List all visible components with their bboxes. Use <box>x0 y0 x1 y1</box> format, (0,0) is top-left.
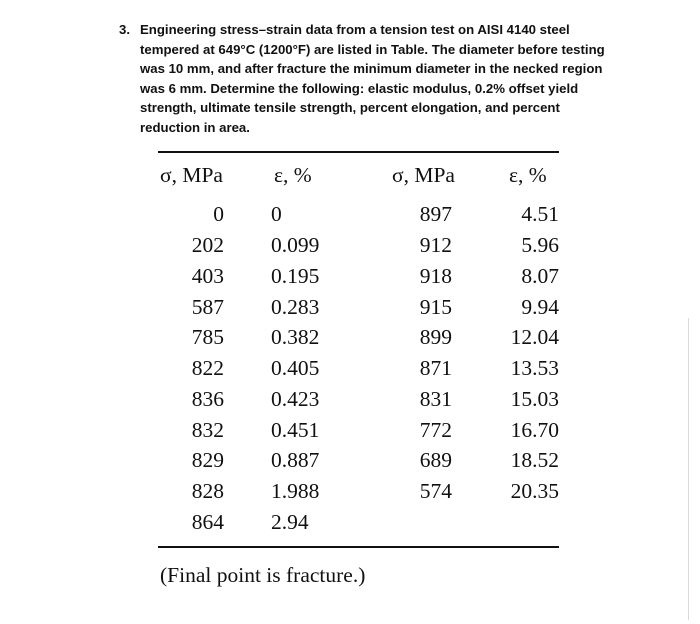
table-cell: 0.382 <box>271 325 320 349</box>
table-cell: 822 <box>191 356 224 380</box>
table-cell: 16.70 <box>510 418 559 442</box>
table-top-rule <box>158 151 559 153</box>
table-cell: 4.51 <box>521 202 559 226</box>
table-cell: 689 <box>419 448 452 472</box>
table-cell: 828 <box>191 479 224 503</box>
table-header-strain-1: ε, % <box>274 163 312 187</box>
page-edge-line <box>688 318 689 620</box>
table-cell: 871 <box>419 356 452 380</box>
problem-number: 3. <box>119 22 130 37</box>
table-cell: 12.04 <box>510 325 559 349</box>
table-cell: 9.94 <box>521 295 559 319</box>
table-cell: 0.405 <box>271 356 320 380</box>
problem-text: Engineering stress–strain data from a tension test on AISI 4140 steel tempered at 649°C (1200°F) are listed in Table. The diameter before testing was 10 mm, and after fracture the minimum diameter in the necked region was 6 mm. Determine the following: elastic modulus, 0.2% offset yield strength, ultimate tensile strength, percent elongation, and percent reduction in area. <box>140 22 605 135</box>
table-cell: 0.195 <box>271 264 320 288</box>
table-cell: 1.988 <box>271 479 320 503</box>
table-cell: 403 <box>191 264 224 288</box>
table-header-strain-2: ε, % <box>509 163 547 187</box>
table-cell: 785 <box>191 325 224 349</box>
table-cell: 587 <box>191 295 224 319</box>
table-cell: 574 <box>419 479 452 503</box>
table-cell: 15.03 <box>510 387 559 411</box>
table-header-stress-1: σ, MPa <box>160 163 223 187</box>
table-cell: 0.423 <box>271 387 320 411</box>
table-cell: 0 <box>213 202 224 226</box>
table-cell: 836 <box>191 387 224 411</box>
table-cell: 0.099 <box>271 233 320 257</box>
table-cell: 202 <box>191 233 224 257</box>
table-cell: 829 <box>191 448 224 472</box>
table-cell: 2.94 <box>271 510 309 534</box>
table-cell: 20.35 <box>510 479 559 503</box>
table-cell: 5.96 <box>521 233 559 257</box>
table-cell: 831 <box>419 387 452 411</box>
table-cell: 8.07 <box>521 264 559 288</box>
table-footnote: (Final point is fracture.) <box>160 563 366 587</box>
table-cell: 13.53 <box>510 356 559 380</box>
table-bottom-rule <box>158 546 559 548</box>
problem-statement <box>119 20 609 138</box>
table-cell: 897 <box>419 202 452 226</box>
table-cell: 912 <box>419 233 452 257</box>
table-cell: 0.887 <box>271 448 320 472</box>
table-cell: 832 <box>191 418 224 442</box>
table-header-stress-2: σ, MPa <box>392 163 455 187</box>
table-cell: 918 <box>419 264 452 288</box>
table-cell: 772 <box>419 418 452 442</box>
table-cell: 915 <box>419 295 452 319</box>
table-cell: 0 <box>271 202 282 226</box>
table-cell: 864 <box>191 510 224 534</box>
table-cell: 18.52 <box>510 448 559 472</box>
table-cell: 0.451 <box>271 418 320 442</box>
table-cell: 0.283 <box>271 295 320 319</box>
table-cell: 899 <box>419 325 452 349</box>
